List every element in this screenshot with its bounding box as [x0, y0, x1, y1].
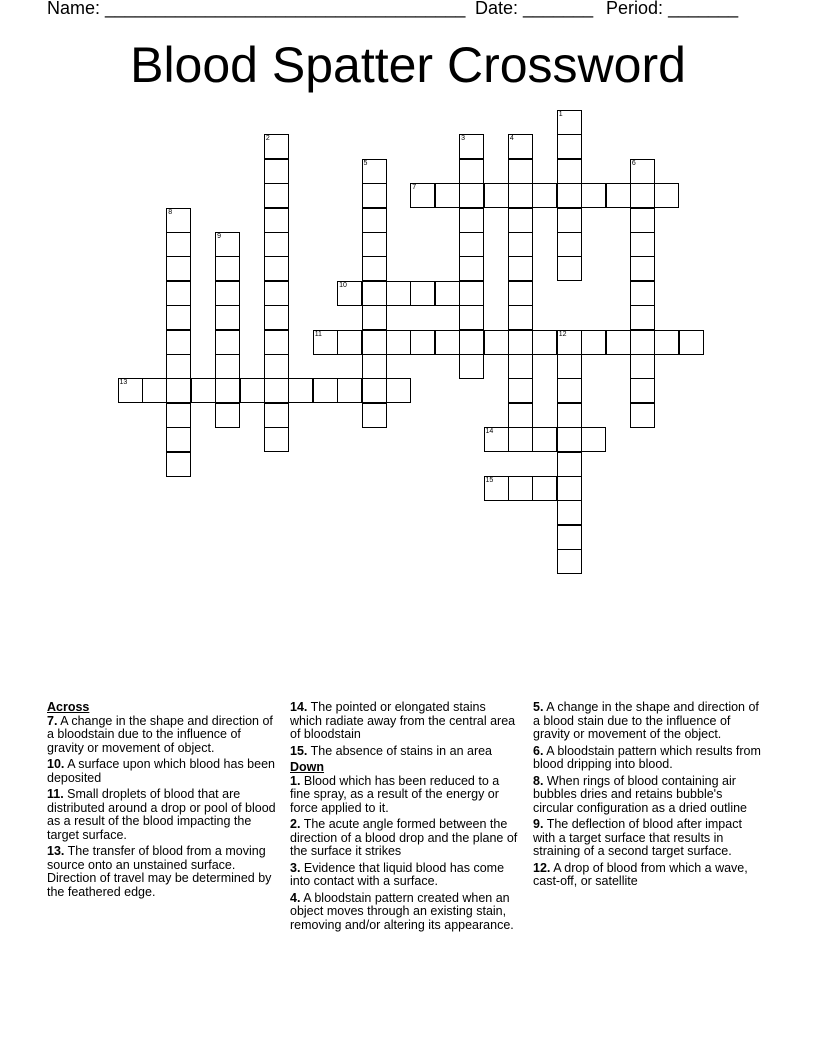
grid-cell[interactable] — [264, 208, 289, 233]
grid-cell[interactable] — [264, 330, 289, 355]
grid-cell[interactable] — [362, 159, 387, 184]
grid-cell[interactable] — [386, 378, 411, 403]
grid-cell[interactable] — [264, 232, 289, 257]
grid-cell[interactable] — [362, 183, 387, 208]
grid-cell[interactable] — [508, 281, 533, 306]
period-field[interactable] — [606, 0, 738, 19]
grid-cell[interactable] — [630, 232, 655, 257]
grid-cell[interactable] — [166, 281, 191, 306]
name-field[interactable] — [47, 0, 465, 19]
page-title: Blood Spatter Crossword — [130, 37, 686, 93]
clue-number: 8 — [168, 208, 173, 216]
grid-cell[interactable] — [410, 330, 435, 355]
grid-cell[interactable] — [654, 330, 679, 355]
grid-cell[interactable] — [166, 305, 191, 330]
grid-cell[interactable] — [606, 330, 631, 355]
down-clue-2: 2. The acute angle formed between the direction of a blood drop and the plane of the surface it strikes — [290, 817, 518, 858]
grid-cell[interactable] — [508, 183, 533, 208]
grid-cell[interactable] — [337, 330, 362, 355]
grid-cell[interactable] — [459, 330, 484, 355]
grid-cell[interactable] — [435, 183, 460, 208]
grid-cell[interactable] — [557, 134, 582, 159]
grid-cell[interactable] — [484, 183, 509, 208]
grid-cell[interactable] — [337, 281, 362, 306]
grid-cell[interactable] — [606, 183, 631, 208]
grid-cell[interactable] — [362, 354, 387, 379]
grid-cell[interactable] — [532, 427, 557, 452]
grid-cell[interactable] — [508, 330, 533, 355]
grid-cell[interactable] — [215, 378, 240, 403]
clue-number: 10 — [339, 281, 347, 289]
grid-cell[interactable] — [215, 232, 240, 257]
date-field[interactable] — [475, 0, 593, 19]
grid-cell[interactable] — [362, 403, 387, 428]
grid-cell[interactable] — [166, 208, 191, 233]
grid-cell[interactable] — [630, 354, 655, 379]
grid-cell[interactable] — [215, 354, 240, 379]
grid-cell[interactable] — [313, 378, 338, 403]
grid-cell[interactable] — [215, 281, 240, 306]
down-clue-1: 1. Blood which has been reduced to a fine spray, as a result of the energy or force applied to it. — [290, 773, 500, 815]
grid-cell[interactable] — [654, 183, 679, 208]
grid-cell[interactable] — [557, 159, 582, 184]
grid-cell[interactable] — [557, 183, 582, 208]
grid-cell[interactable] — [508, 427, 533, 452]
grid-cell[interactable] — [508, 476, 533, 501]
down-heading: Down — [290, 760, 325, 774]
grid-cell[interactable] — [557, 476, 582, 501]
clue-number: 2 — [265, 135, 270, 143]
grid-cell[interactable] — [581, 427, 606, 452]
date-line: _______ — [523, 0, 594, 18]
grid-cell[interactable] — [557, 256, 582, 281]
grid-cell[interactable] — [459, 354, 484, 379]
clue-number: 5 — [363, 159, 368, 167]
clues-column-1 — [47, 701, 277, 902]
grid-cell[interactable] — [166, 452, 191, 477]
grid-cell[interactable] — [508, 232, 533, 257]
grid-cell[interactable] — [484, 427, 509, 452]
grid-cell[interactable] — [630, 281, 655, 306]
grid-cell[interactable] — [557, 403, 582, 428]
grid-cell[interactable] — [679, 330, 704, 355]
clue-number: 7 — [412, 184, 417, 192]
grid-cell[interactable] — [459, 305, 484, 330]
grid-cell[interactable] — [630, 378, 655, 403]
grid-cell[interactable] — [215, 403, 240, 428]
clue-number: 14 — [485, 428, 494, 436]
grid-cell[interactable] — [557, 330, 582, 355]
grid-cell[interactable] — [264, 427, 289, 452]
grid-cell[interactable] — [630, 330, 655, 355]
clue-number: 13 — [119, 379, 128, 387]
grid-cell[interactable] — [557, 232, 582, 257]
grid-cell[interactable] — [118, 378, 143, 403]
clue-number: 3 — [461, 135, 465, 143]
grid-cell[interactable] — [581, 330, 606, 355]
grid-cell[interactable] — [264, 183, 289, 208]
grid-cell[interactable] — [484, 476, 509, 501]
grid-cell[interactable] — [557, 208, 582, 233]
grid-cell[interactable] — [386, 330, 411, 355]
grid-cell[interactable] — [166, 378, 191, 403]
grid-cell[interactable] — [508, 134, 533, 159]
grid-cell[interactable] — [410, 281, 435, 306]
grid-cell[interactable] — [630, 208, 655, 233]
down-clue-6: 6. A bloodstain pattern which results from blood dripping into blood. — [533, 743, 761, 771]
grid-cell[interactable] — [459, 159, 484, 184]
clue-number: 4 — [509, 135, 514, 143]
grid-cell[interactable] — [264, 378, 289, 403]
grid-cell[interactable] — [630, 256, 655, 281]
clue-number: 11 — [314, 330, 322, 338]
grid-cell[interactable] — [166, 256, 191, 281]
grid-cell[interactable] — [508, 378, 533, 403]
across-clue-15: 15. The absence of stains in an area — [290, 743, 493, 758]
grid-cell[interactable] — [459, 208, 484, 233]
grid-cell[interactable] — [166, 354, 191, 379]
grid-cell[interactable] — [362, 256, 387, 281]
grid-cell[interactable] — [581, 183, 606, 208]
down-clue-4: 4. A bloodstain pattern created when an object moves through an existing stain, removing and/or altering its appearance. — [290, 890, 514, 932]
grid-cell[interactable] — [557, 427, 582, 452]
down-clue-12: 12. A drop of blood from which a wave, cast-off, or satellite — [533, 860, 748, 888]
date-label: Date: — [475, 0, 519, 18]
grid-cell[interactable] — [532, 476, 557, 501]
clue-number: 6 — [631, 159, 636, 167]
grid-cell[interactable] — [362, 232, 387, 257]
grid-cell[interactable] — [166, 427, 191, 452]
clue-number: 15 — [485, 477, 494, 484]
grid-cell[interactable] — [264, 354, 289, 379]
period-line: _______ — [668, 0, 739, 18]
grid-cell[interactable] — [362, 208, 387, 233]
grid-cell[interactable] — [191, 378, 216, 403]
grid-cell[interactable] — [215, 305, 240, 330]
grid-cell[interactable] — [459, 134, 484, 159]
grid-cell[interactable] — [362, 378, 387, 403]
grid-cell[interactable] — [459, 256, 484, 281]
grid-cell[interactable] — [630, 159, 655, 184]
grid-cell[interactable] — [459, 232, 484, 257]
grid-cell[interactable] — [484, 330, 509, 355]
name-line: ____________________________________ — [105, 0, 466, 18]
grid-cell[interactable] — [532, 330, 557, 355]
across-clue-13: 13. The transfer of blood from a moving source onto an unstained surface. Direction of travel may be determined by the feathered edge. — [47, 844, 272, 899]
clues-column-3 — [533, 701, 763, 892]
grid-cell[interactable] — [459, 281, 484, 306]
clue-number: 12 — [558, 330, 567, 338]
grid-cell[interactable] — [264, 256, 289, 281]
grid-cell[interactable] — [362, 330, 387, 355]
across-clue-10: 10. A surface upon which blood has been deposited — [47, 757, 275, 785]
down-clue-3: 3. Evidence that liquid blood has come into contact with a surface. — [290, 860, 505, 888]
grid-cell[interactable] — [508, 354, 533, 379]
grid-cell[interactable] — [557, 549, 582, 574]
clue-number: 9 — [217, 233, 221, 240]
grid-cell[interactable] — [362, 281, 387, 306]
grid-cell[interactable] — [386, 281, 411, 306]
grid-cell[interactable] — [508, 159, 533, 184]
down-clue-8: 8. When rings of blood containing air bubbles dries and retains bubble's circular configuration as a dried outline — [533, 773, 748, 815]
grid-cell[interactable] — [215, 256, 240, 281]
across-clue-7: 7. A change in the shape and direction of a bloodstain due to the influence of gravity or movement of object. — [47, 713, 273, 755]
name-label: Name: — [47, 0, 101, 18]
grid-cell[interactable] — [508, 305, 533, 330]
grid-cell[interactable] — [532, 183, 557, 208]
grid-cell[interactable] — [410, 183, 435, 208]
grid-cell[interactable] — [630, 403, 655, 428]
down-clue-5: 5. A change in the shape and direction of a blood stain due to the influence of gravity or movement of the object. — [533, 700, 759, 741]
grid-cell[interactable] — [630, 183, 655, 208]
across-clue-14: 14. The pointed or elongated stains which radiate away from the central area of bloodstain — [290, 700, 516, 741]
grid-cell[interactable] — [557, 110, 582, 135]
grid-cell[interactable] — [630, 305, 655, 330]
grid-cell[interactable] — [166, 403, 191, 428]
grid-cell[interactable] — [435, 281, 460, 306]
grid-cell[interactable] — [240, 378, 265, 403]
grid-cell[interactable] — [362, 305, 387, 330]
grid-cell[interactable] — [557, 378, 582, 403]
grid-cell[interactable] — [508, 208, 533, 233]
clues-column-2 — [290, 701, 520, 935]
grid-cell[interactable] — [264, 403, 289, 428]
grid-cell[interactable] — [557, 500, 582, 525]
grid-cell[interactable] — [264, 305, 289, 330]
period-label: Period: — [606, 0, 664, 18]
grid-cell[interactable] — [264, 281, 289, 306]
grid-cell[interactable] — [166, 330, 191, 355]
across-heading: Across — [47, 700, 90, 714]
clue-number: 1 — [558, 111, 563, 118]
grid-cell[interactable] — [435, 330, 460, 355]
grid-cell[interactable] — [557, 525, 582, 550]
down-clue-9: 9. The deflection of blood after impact with a target surface that results in straining of a second target surface. — [533, 817, 742, 858]
grid-cell[interactable] — [166, 232, 191, 257]
grid-cell[interactable] — [264, 134, 289, 159]
grid-cell[interactable] — [142, 378, 167, 403]
grid-cell[interactable] — [337, 378, 362, 403]
grid-cell[interactable] — [508, 403, 533, 428]
grid-cell[interactable] — [264, 159, 289, 184]
grid-cell[interactable] — [557, 452, 582, 477]
across-clue-11: 11. Small droplets of blood that are distributed around a drop or pool of blood as a result of the blood impacting the target surface. — [47, 787, 276, 842]
grid-cell[interactable] — [215, 330, 240, 355]
grid-cell[interactable] — [288, 378, 313, 403]
grid-cell[interactable] — [459, 183, 484, 208]
grid-cell[interactable] — [557, 354, 582, 379]
grid-cell[interactable] — [313, 330, 338, 355]
grid-cell[interactable] — [508, 256, 533, 281]
